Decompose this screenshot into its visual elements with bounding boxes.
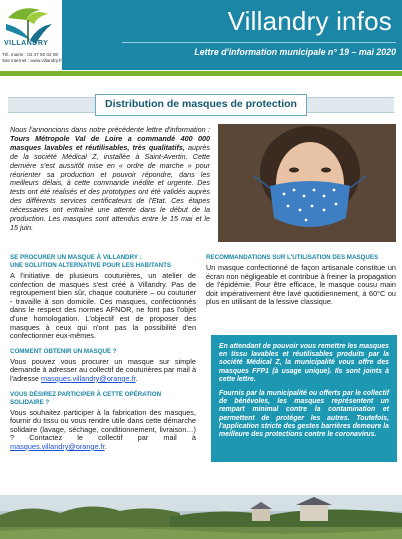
village-landscape-image [0, 495, 402, 539]
intro-part2: auprès de la société Médical Z, installée à Saint-Avertin. Cette dernière s'est aussitôt mise en « ordre de marche » pour réorienter sa production et pouvoir répondre, dans les meilleurs délais, à cette commande inédite et urgente. Des tests ont été réalisés et des prototypes ont été validés auprès des différents services certificateurs de l'Etat. Ces étapes nécessaires ont entraîné une attente dans le début de la production. Les masques sont attendus entre le 15 mai et le 15 juin. [10, 142, 210, 232]
callout-barrier-gestures: Fournis par la municipalité ou offerts par le collectif de bénévoles, les masques représentent un rempart minimal contre la contamination et permettent de protéger les autres. Toutefois, l'application stricte des gestes barrières demeure la meilleure des protections contre le coronavirus. [219, 390, 389, 439]
email-link-obtain[interactable]: masques.villandry@orange.fr [41, 373, 136, 383]
heading-get-mask: SE PROCURER UN MASQUE À VILLANDRY : [10, 254, 142, 261]
article-title: Distribution de masques de protection [105, 98, 297, 110]
left-column [10, 254, 196, 452]
heading-how-to-obtain: COMMENT OBTENIR UN MASQUE ? [10, 347, 117, 355]
contact-info [2, 52, 62, 64]
masthead-divider [122, 42, 396, 43]
email-link-participate[interactable]: masques.villandry@orange.fr [10, 441, 105, 451]
contact-site: Site internet : www.villandry.fr [2, 58, 62, 63]
header-accent-bar [0, 71, 402, 76]
callout-box [211, 335, 397, 462]
right-column [206, 254, 396, 307]
woman-with-mask-image [218, 124, 396, 242]
heading-participate: VOUS DÉSIREZ PARTICIPER À CETTE OPÉRATION SOLIDAIRE ? [10, 390, 162, 406]
header [0, 0, 402, 76]
heading-recommendations: RECOMMANDATIONS SUR L'UTILISATION DES MASQUES [206, 254, 379, 261]
intro-part1: Nous l'annoncions dans notre précédente lettre d'information : [10, 125, 210, 134]
mask-photo [218, 124, 396, 242]
masthead [62, 0, 402, 70]
heading-alternative: UNE SOLUTION ALTERNATIVE POUR LES HABITANTS [10, 262, 171, 269]
village-landscape-photo [0, 495, 402, 539]
newsletter-title: Villandry infos [227, 6, 392, 36]
newsletter-subtitle: Lettre d'information municipale n° 19 – mai 2020 [194, 47, 396, 57]
intro-bold: Tours Métropole Val de Loire a commandé 400 000 masques lavables et réutilisables, très qualitatifs, [10, 133, 210, 152]
logo-text: VILLANDRY [4, 40, 49, 47]
paragraph-recommendations: Un masque confectionné de façon artisanale constitue un écran non négligeable et contribue à freiner la propagation de l'épidémie. Pour être efficace, le masque cousu main doit impérativement être lavé quotidiennement, à 60°C ou plus en utilisant de la lessive classique. [206, 263, 396, 307]
paragraph-obtain: Vous pouvez vous procurer un masque sur simple demande à adresser au collectif de couturières par mail à l'adresse masques.villandry@orange.fr. [10, 356, 196, 383]
villandry-logo [0, 0, 56, 58]
article-intro [10, 126, 210, 233]
paragraph-workshop: A l'initiative de plusieurs couturières, un atelier de confection de masques s'est créé à Villandry. Pas de regroupement bien sûr, chaque couturière – ou couturier - travaille à son domicile. Ces masques, confectionnés dans le respect des normes AFNOR, ne font pas l'objet d'une homologation. L'objectif est de proposer des masques à ceux qui n'ont pas la possibilité d'en confectionner eux-mêmes. [10, 271, 196, 341]
callout-ffp1: En attendant de pouvoir vous remettre les masques en tissu lavables et réutilisables produits par la société Médical Z, la municipalité vous offre des masques FFP1 (à usage unique). Ils sont joints à cette lettre. [219, 343, 389, 383]
contact-phone: Tél. mairie : 02 47 50 02 08 [2, 52, 58, 57]
paragraph-participate: Vous souhaitez participer à la fabrication des masques, fournir du tissu ou vous rendre utile dans cette démarche solidaire (lavage, séchage, conditionnement, livraison…) ? Contactez le collectif par mail à masques.villandry@orange.fr. [10, 407, 196, 451]
